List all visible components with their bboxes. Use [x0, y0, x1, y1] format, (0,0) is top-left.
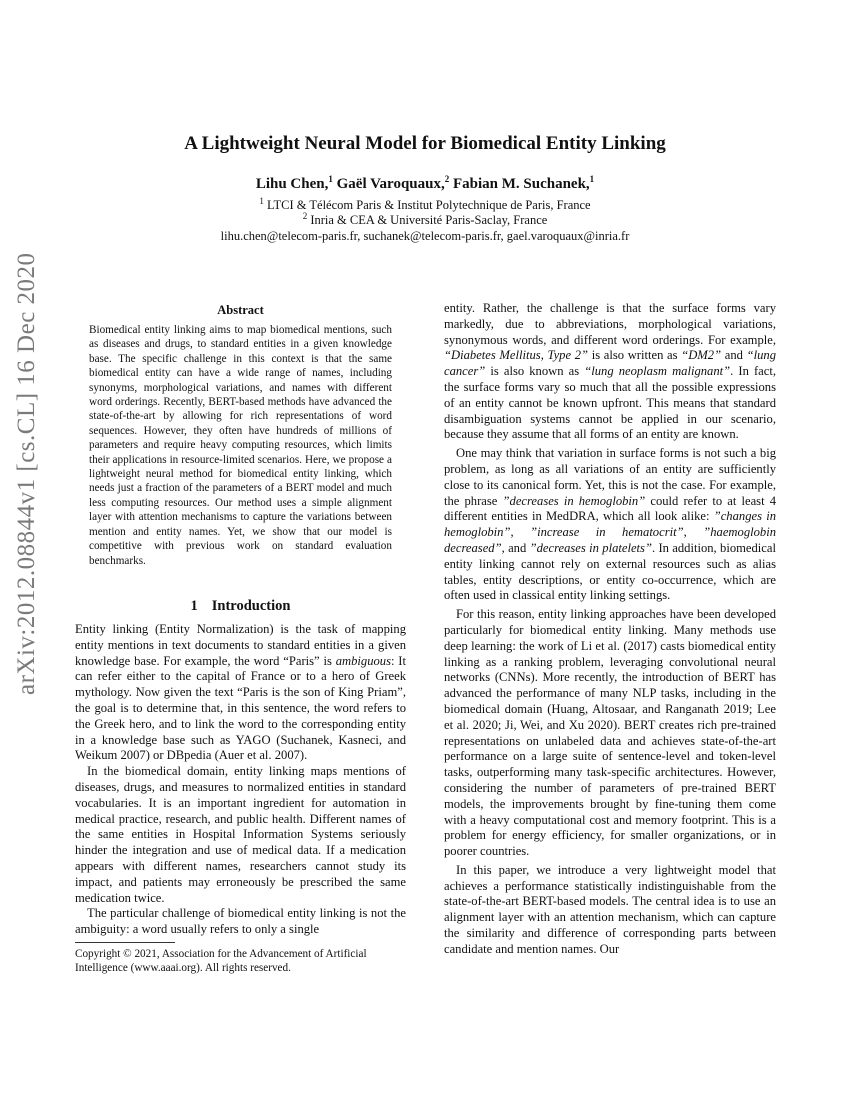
text-run: , [683, 525, 704, 540]
intro-paragraph-2: In the biomedical domain, entity linking maps mentions of diseases, drugs, and measures to normalized entities in standard vocabularies. It is an important ingredient for automation in medical practice, research, and public health. Different names of the same entities in Hospital Information Systems seriously hinder the integration and use of medical data. If a medication appears with different names, researchers cannot study its impact, and patients may erroneously be prescribed the same medication twice. [75, 764, 406, 905]
text-run: : It can refer either to the capital of France or to a hero of Greek mythology. Now given the text “Paris is the son of King Priam”, the goal is to determine that, in this sentence, the word refers to the Greek hero, and to link the word to the corresponding entity in a knowledge base such as YAGO (Suchanek, Kasneci, and Weikum 2007) or DBpedia (Auer et al. 2007). [75, 653, 406, 763]
right-column [444, 301, 776, 958]
author-name: Lihu Chen, [255, 176, 329, 192]
affiliation-mark: 2 [302, 211, 308, 221]
italic-run: “Diabetes Mellitus, Type 2” [444, 348, 589, 363]
text-run: . In addition, biomedical entity linking cannot rely on external resources such as alias tables, entity descriptions, or entity co-occurrence, which are often used in classical entity linking settings. [444, 540, 776, 603]
intro-paragraph-1 [75, 622, 406, 764]
section-title: Introduction [211, 598, 291, 614]
text-run: could refer to at least 4 different entities in MedDRA, which all look alike: [444, 493, 776, 524]
copyright-footnote: Copyright © 2021, Association for the Advancement of Artificial Intelligence (www.aaai.org). All rights reserved. [75, 948, 367, 974]
author-affil-mark: 2 [444, 174, 450, 184]
text-run: , [510, 525, 531, 540]
abstract-text: Biomedical entity linking aims to map biomedical mentions, such as diseases and drugs, to standard entities in a given knowledge base. The specific challenge in this context is that the same biomedical entity can have a wide range of names, including synonyms, morphological variations, and names with different word orderings. Recently, BERT-based methods have advanced the state-of-the-art by allowing for rich representations of word sequences. However, they often have hundreds of millions of parameters and require heavy computing resources, which limits their applications in resource-limited scenarios. Here, we propose a lightweight neural method for biomedical entity linking, which needs just a fraction of the parameters of a BERT model and much less computing resources. Our method uses a simple alignment layer with attention mechanisms to capture the variations between mention and entity names. Yet, we show that our model is competitive with previous work on standard evaluation benchmarks. [89, 324, 392, 567]
author-emails: lihu.chen@telecom-paris.fr, suchanek@telecom-paris.fr, gael.varoquaux@inria.fr [220, 229, 630, 243]
left-column [75, 622, 406, 938]
section-number: 1 [190, 598, 198, 614]
affiliation-2 [0, 213, 850, 228]
author-name: Fabian M. Suchanek, [452, 176, 590, 192]
author-name: Gaël Varoquaux, [336, 176, 445, 192]
abstract-heading: Abstract [217, 303, 264, 317]
intro-paragraph-5 [444, 446, 776, 604]
affiliation-text: LTCI & Télécom Paris & Institut Polytechnique de Paris, France [267, 198, 591, 212]
italic-run: ”decreases in hemoglobin” [502, 493, 646, 508]
text-run: One may think that variation in surface forms is not such a big problem, as long as all variations of an entity are sufficiently close to its canonical form. Yet, this is not the case. For example, the phrase [444, 446, 776, 508]
author-affil-mark: 1 [328, 174, 333, 184]
intro-paragraph-3: The particular challenge of biomedical entity linking is not the ambiguity: a word usually refers to only a single [75, 906, 406, 937]
intro-paragraph-6: For this reason, entity linking approaches have been developed particularly for biomedical entity linking. Many methods use deep learning: the work of Li et al. (2017) casts biomedical entity linking as a ranking problem, leveraging convolutional neural networks (CNNs). More recently, the introduction of BERT has advanced the performance of many NLP tasks, including in the biomedical domain (Huang, Altosaar, and Ranganath 2019; Lee et al. 2020; Ji, Wei, and Xu 2020). BERT creates rich pre-trained representations on unlabeled data and achieves state-of-the-art performance on a large suite of sentence-level and token-level tasks, outperforming many task-specific architectures. However, considering the number of parameters of pre-trained BERT models, the improvements brought by fine-tuning them come with a heavy computational cost and memory footprint. This is a problem for energy efficiency, for smaller organizations, or in poorer countries. [444, 607, 776, 859]
text-run: , and [501, 540, 530, 555]
italic-run: ”increase in hematocrit” [530, 525, 684, 540]
intro-paragraph-4 [444, 301, 776, 443]
text-run: . In fact, the surface forms vary so much that all the possible expressions of an entity cannot be known upfront. This means that standard disambiguation systems cannot be applied in our scenario, because they assume that all forms of an entity are known. [444, 364, 777, 442]
paper-title: A Lightweight Neural Model for Biomedical Entity Linking [184, 133, 666, 154]
text-run: and [721, 348, 747, 363]
section-heading [75, 598, 406, 615]
italic-run: “lung cancer” [444, 348, 776, 379]
italic-run: ambiguous [335, 653, 391, 668]
affiliation-text: Inria & CEA & Université Paris-Saclay, France [310, 213, 548, 227]
footnote-rule [75, 942, 175, 943]
italic-run: “DM2” [681, 348, 722, 363]
text-run: Entity linking (Entity Normalization) is the task of mapping entity mentions in text documents to standard entities in a given knowledge base. For example, the word “Paris” is [75, 622, 406, 668]
arxiv-stamp-text: arXiv:2012.08844v1 [cs.CL] 16 Dec 2020 [13, 252, 40, 695]
italic-run: ”decreases in platelets” [529, 540, 652, 555]
author-list [0, 176, 850, 193]
arxiv-stamp [13, 252, 53, 695]
italic-run: ”changes in hemoglobin” [444, 509, 777, 540]
intro-paragraph-7: In this paper, we introduce a very lightweight model that achieves a performance statistically indistinguishable from the state-of-the-art BERT-based models. The central idea is to use an alignment layer with an attention mechanism, which can capture the similarity and difference of corresponding parts between candidate and mention names. Our [444, 862, 776, 956]
text-run: entity. Rather, the challenge is that the surface forms vary markedly, due to abbreviations, morphological variations, synonymous words, and different word orderings. For example, [444, 301, 776, 347]
author-affil-mark: 1 [589, 174, 595, 184]
text-run: is also known as [485, 364, 585, 379]
italic-run: “lung neoplasm malignant” [584, 364, 731, 379]
affiliation-1 [0, 198, 850, 213]
text-run: is also written as [588, 348, 682, 363]
affiliation-mark: 1 [259, 196, 264, 206]
italic-run: ”haemoglobin decreased” [444, 525, 776, 555]
